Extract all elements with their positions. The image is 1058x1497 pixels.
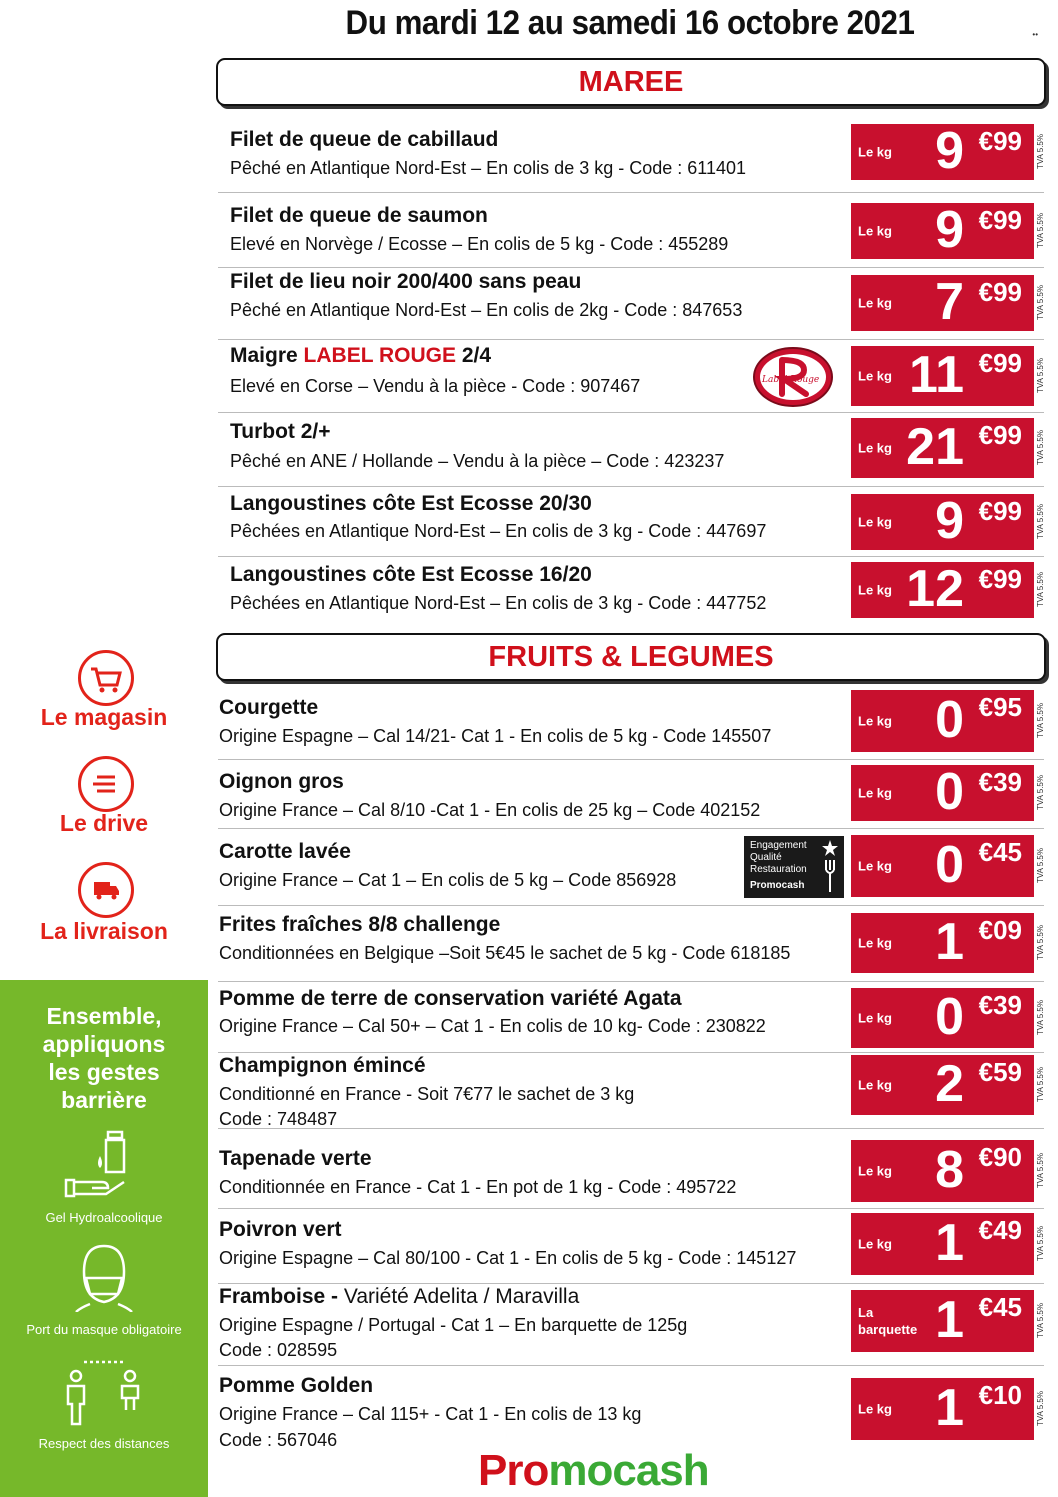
price-cents: €45 xyxy=(978,1292,1022,1322)
price-cents: €95 xyxy=(978,692,1022,722)
tva-label: TVA 5.5% xyxy=(1036,504,1045,540)
product-name: Pomme Golden xyxy=(219,1374,374,1397)
tva-label: TVA 5.5% xyxy=(1036,213,1045,249)
row-divider xyxy=(218,556,1044,557)
gestes-barriere-panel xyxy=(0,980,208,1497)
distance-caption: Respect des distances xyxy=(38,1436,170,1451)
product-name: Filet de queue de saumon xyxy=(230,204,488,227)
price-tag xyxy=(851,1290,1034,1352)
price-integer: 0 xyxy=(935,762,964,821)
price-cents: €59 xyxy=(978,1057,1022,1087)
price-cents: €99 xyxy=(978,564,1022,594)
row-divider xyxy=(218,192,1044,193)
price-unit: Le kg xyxy=(858,935,892,951)
price-integer: 1 xyxy=(935,912,964,971)
row-divider xyxy=(218,828,1044,829)
promocash-logo: Promocash xyxy=(478,1446,709,1495)
price-tag xyxy=(851,1213,1034,1275)
price-cents: €39 xyxy=(978,767,1022,797)
drive-icon xyxy=(78,756,134,812)
product-name: Oignon gros xyxy=(219,770,344,793)
price-cents: €49 xyxy=(978,1215,1022,1245)
row-divider xyxy=(218,1128,1044,1129)
price-tag xyxy=(851,1055,1034,1115)
row-divider xyxy=(218,981,1044,982)
price-unit: Le kg xyxy=(858,713,892,729)
product-description: Elevé en Corse – Vendu à la pièce - Code : 907467 xyxy=(230,376,641,396)
price-unit: Le kg xyxy=(858,514,892,530)
price-cents: €90 xyxy=(978,1142,1022,1172)
product-name: Langoustines côte Est Ecosse 16/20 xyxy=(230,563,592,586)
price-integer: 1 xyxy=(935,1290,964,1349)
price-tag xyxy=(851,762,1034,821)
tva-label: TVA 5.5% xyxy=(1036,1067,1045,1103)
product-name: Poivron vert xyxy=(219,1218,342,1241)
price-cents: €10 xyxy=(978,1380,1022,1410)
product-description: Origine France – Cal 8/10 -Cat 1 - En colis de 25 kg – Code 402152 xyxy=(219,800,761,820)
truck-icon xyxy=(78,862,134,918)
label-rouge-logo xyxy=(752,346,834,408)
product-name: Langoustines côte Est Ecosse 20/30 xyxy=(230,492,592,515)
tva-label: TVA 5.5% xyxy=(1036,925,1045,961)
product-description: Conditionné en France - Soit 7€77 le sachet de 3 kg xyxy=(219,1084,635,1104)
product-name: Courgette xyxy=(219,696,319,719)
product-description: Origine Espagne – Cal 80/100 - Cat 1 - En colis de 5 kg - Code : 145127 xyxy=(219,1248,797,1268)
row-divider xyxy=(218,1283,1044,1284)
price-integer: 8 xyxy=(935,1140,964,1199)
price-integer: 1 xyxy=(935,1213,964,1272)
price-integer: 9 xyxy=(935,121,964,180)
eqr-line-3: Restauration xyxy=(750,864,807,875)
price-cents: €99 xyxy=(978,496,1022,526)
price-unit: Le kg xyxy=(858,1077,892,1093)
product-name: Filet de lieu noir 200/400 sans peau xyxy=(230,270,582,293)
price-tag xyxy=(851,346,1034,406)
price-integer: 0 xyxy=(935,835,964,894)
row-divider xyxy=(218,1208,1044,1209)
label-rouge-text: Label Rouge xyxy=(762,375,820,385)
tva-label: TVA 5.5% xyxy=(1036,358,1045,394)
price-tag xyxy=(851,272,1034,331)
section-fruits-header: FRUITS & LEGUMES xyxy=(216,633,1046,681)
product-description: Elevé en Norvège / Ecosse – En colis de 5 kg - Code : 455289 xyxy=(230,234,729,254)
price-tag xyxy=(851,491,1034,550)
tva-label: TVA 5.5% xyxy=(1036,285,1045,321)
price-unit: Le kg xyxy=(858,295,892,311)
product-description: Pêché en Atlantique Nord-Est – En colis de 3 kg - Code : 611401 xyxy=(230,158,746,178)
price-integer: 12 xyxy=(906,559,964,618)
price-integer: 1 xyxy=(935,1378,964,1437)
corner-mark: •• xyxy=(1032,30,1038,39)
price-cents: €09 xyxy=(978,915,1022,945)
price-unit: Le kg xyxy=(858,440,892,456)
tva-label: TVA 5.5% xyxy=(1036,1000,1045,1036)
hand-gel-icon xyxy=(62,1130,142,1202)
product-code: Code : 748487 xyxy=(219,1109,338,1129)
price-unit: La barquette xyxy=(858,1305,918,1337)
price-tag xyxy=(851,1378,1034,1440)
tva-label: TVA 5.5% xyxy=(1036,430,1045,466)
price-unit: Le kg xyxy=(858,1401,892,1417)
section-maree-header: MAREE xyxy=(216,58,1046,106)
price-unit: Le kg xyxy=(858,1236,892,1252)
price-cents: €39 xyxy=(978,990,1022,1020)
price-tag xyxy=(851,1140,1034,1202)
price-integer: 0 xyxy=(935,987,964,1046)
service-label-drive: Le drive xyxy=(59,810,149,836)
product-name: Filet de queue de cabillaud xyxy=(230,128,499,151)
price-tag xyxy=(851,200,1034,259)
price-cents: €99 xyxy=(978,348,1022,378)
price-tag xyxy=(851,690,1034,752)
product-name: Turbot 2/+ xyxy=(230,420,331,443)
product-description: Origine France – Cat 1 – En colis de 5 kg – Code 856928 xyxy=(219,870,677,890)
row-divider xyxy=(218,412,1044,413)
row-divider xyxy=(218,1365,1044,1366)
price-unit: Le kg xyxy=(858,144,892,160)
product-description: Conditionnées en Belgique –Soit 5€45 le sachet de 5 kg - Code 618185 xyxy=(219,943,791,963)
eqr-line-2: Qualité xyxy=(750,852,782,863)
tva-label: TVA 5.5% xyxy=(1036,1153,1045,1189)
tva-label: TVA 5.5% xyxy=(1036,134,1045,170)
product-name: Pomme de terre de conservation variété Agata xyxy=(219,987,682,1010)
price-unit: Le kg xyxy=(858,785,892,801)
product-description: Pêché en Atlantique Nord-Est – En colis de 2kg - Code : 847653 xyxy=(230,300,743,320)
product-description: Origine Espagne / Portugal - Cat 1 – En barquette de 125g xyxy=(219,1315,688,1335)
product-description: Pêchées en Atlantique Nord-Est – En colis de 3 kg - Code : 447752 xyxy=(230,593,767,613)
mask-icon xyxy=(70,1242,138,1312)
product-name: Champignon émincé xyxy=(219,1054,426,1077)
row-divider xyxy=(218,1052,1044,1053)
product-description: Pêché en ANE / Hollande – Vendu à la pièce – Code : 423237 xyxy=(230,451,725,471)
price-integer: 7 xyxy=(935,272,964,331)
price-integer: 2 xyxy=(935,1054,964,1113)
product-description: Origine France – Cal 115+ - Cat 1 - En colis de 13 kg xyxy=(219,1404,642,1424)
row-divider xyxy=(218,339,1044,340)
tva-label: TVA 5.5% xyxy=(1036,572,1045,608)
product-name: Framboise - Variété Adelita / Maravilla xyxy=(219,1285,580,1308)
gestes-headline: Ensemble, appliquons les gestes barrière xyxy=(42,1003,166,1113)
row-divider xyxy=(218,759,1044,760)
tva-label: TVA 5.5% xyxy=(1036,1226,1045,1262)
price-integer: 9 xyxy=(935,491,964,550)
product-code: Code : 567046 xyxy=(219,1430,338,1450)
product-description: Conditionnée en France - Cat 1 - En pot de 1 kg - Code : 495722 xyxy=(219,1177,737,1197)
price-tag xyxy=(851,121,1034,180)
tva-label: TVA 5.5% xyxy=(1036,703,1045,739)
price-integer: 21 xyxy=(906,417,964,476)
product-description: Origine Espagne – Cal 14/21- Cat 1 - En colis de 5 kg - Code 145507 xyxy=(219,726,772,746)
price-cents: €99 xyxy=(978,277,1022,307)
price-unit: Le kg xyxy=(858,368,892,384)
product-name: Frites fraîches 8/8 challenge xyxy=(219,913,501,936)
price-integer: 11 xyxy=(909,345,964,404)
price-tag xyxy=(851,988,1034,1048)
product-description: Origine France – Cal 50+ – Cat 1 - En colis de 10 kg- Code : 230822 xyxy=(219,1016,766,1036)
price-unit: Le kg xyxy=(858,1010,892,1026)
product-name: Tapenade verte xyxy=(219,1147,372,1170)
price-unit: Le kg xyxy=(858,223,892,239)
price-cents: €99 xyxy=(978,205,1022,235)
price-unit: Le kg xyxy=(858,1163,892,1179)
price-tag xyxy=(851,418,1034,478)
cart-icon xyxy=(78,650,134,706)
row-divider xyxy=(218,905,1044,906)
product-name: Carotte lavée xyxy=(219,840,351,863)
price-cents: €45 xyxy=(978,837,1022,867)
price-cents: €99 xyxy=(978,420,1022,450)
price-tag xyxy=(851,913,1034,973)
mask-caption: Port du masque obligatoire xyxy=(26,1322,182,1337)
price-integer: 9 xyxy=(935,200,964,259)
eqr-line-1: Engagement xyxy=(750,840,807,851)
price-unit: Le kg xyxy=(858,858,892,874)
product-description: Pêchées en Atlantique Nord-Est – En colis de 3 kg - Code : 447697 xyxy=(230,521,767,541)
page-title: Du mardi 12 au samedi 16 octobre 2021 xyxy=(345,4,915,42)
tva-label: TVA 5.5% xyxy=(1036,775,1045,811)
price-cents: €99 xyxy=(978,126,1022,156)
tva-label: TVA 5.5% xyxy=(1036,1303,1045,1339)
eqr-line-4: Promocash xyxy=(750,880,805,891)
row-divider xyxy=(218,486,1044,487)
distance-icon xyxy=(62,1354,148,1426)
service-label-magasin: Le magasin xyxy=(40,704,168,730)
service-label-livraison: La livraison xyxy=(40,918,168,944)
fork-star-icon xyxy=(820,840,840,894)
price-tag xyxy=(851,559,1034,618)
gel-caption: Gel Hydroalcoolique xyxy=(45,1210,163,1225)
product-name: Maigre LABEL ROUGE 2/4 xyxy=(230,344,492,367)
tva-label: TVA 5.5% xyxy=(1036,848,1045,884)
tva-label: TVA 5.5% xyxy=(1036,1391,1045,1427)
price-tag xyxy=(851,835,1034,897)
row-divider xyxy=(218,267,1044,268)
engagement-qualite-badge xyxy=(744,836,844,898)
price-integer: 0 xyxy=(935,690,964,749)
product-code: Code : 028595 xyxy=(219,1340,338,1360)
price-unit: Le kg xyxy=(858,582,892,598)
